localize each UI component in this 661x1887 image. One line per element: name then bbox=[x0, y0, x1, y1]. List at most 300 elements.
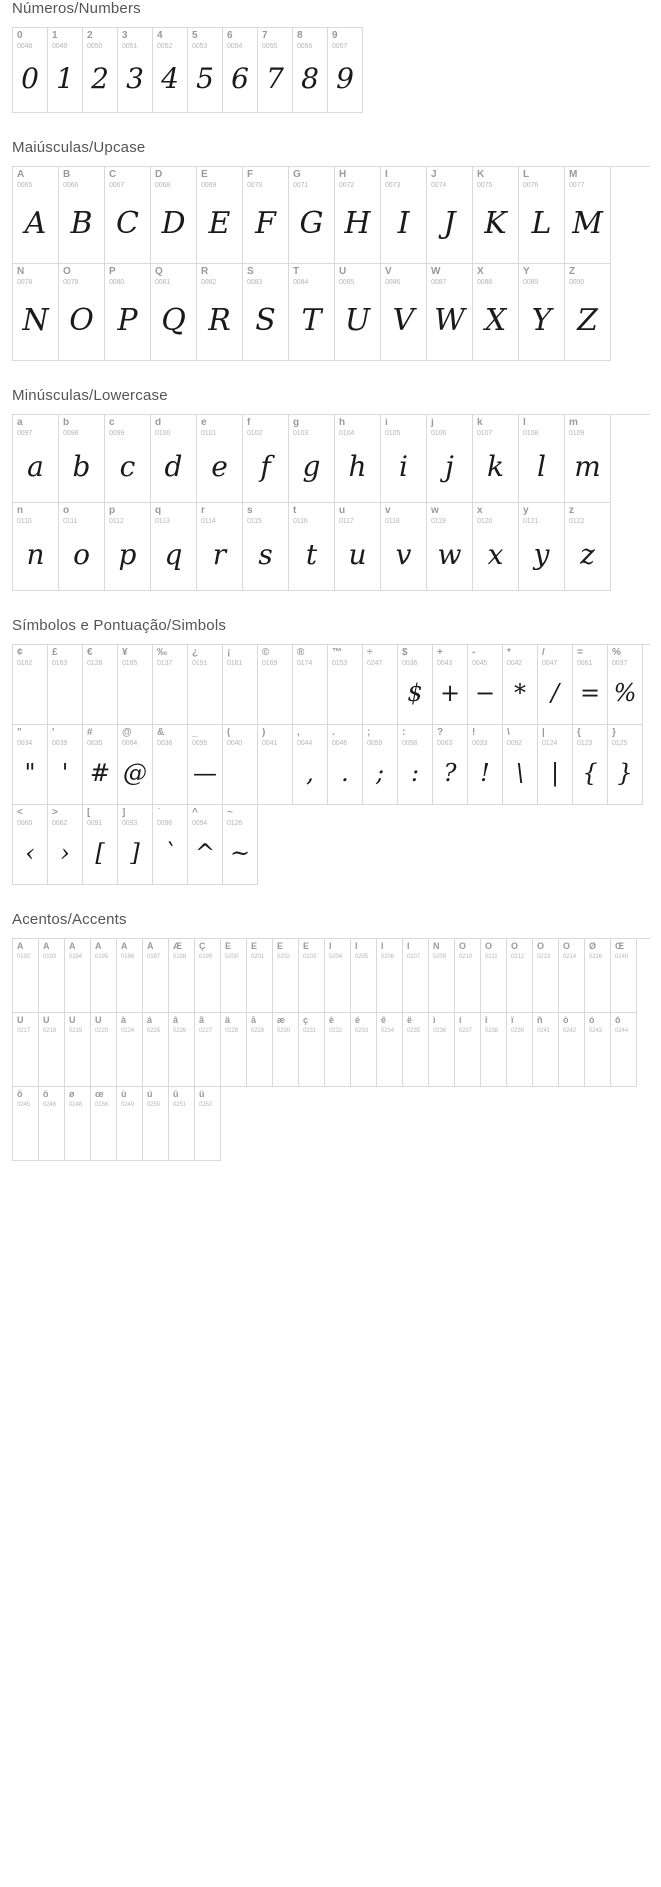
glyph-sample bbox=[195, 960, 220, 1012]
glyph-cell[interactable] bbox=[293, 645, 328, 725]
glyph-cell[interactable] bbox=[59, 264, 105, 361]
glyph-sample: % bbox=[613, 678, 637, 707]
glyph-sample bbox=[585, 1034, 610, 1086]
glyph-cell[interactable] bbox=[538, 645, 573, 725]
glyph-cell[interactable] bbox=[195, 939, 221, 1013]
glyph-cell[interactable] bbox=[565, 503, 611, 591]
section-title: Minúsculas/Lowercase bbox=[12, 387, 168, 404]
glyph-cell[interactable] bbox=[289, 415, 335, 503]
glyph-sample: 7 bbox=[266, 61, 284, 95]
glyph-cell[interactable] bbox=[153, 725, 188, 805]
glyph-code: 0096 bbox=[157, 820, 173, 827]
glyph-cell[interactable] bbox=[151, 167, 197, 264]
glyph-cell[interactable] bbox=[151, 264, 197, 361]
glyph-meta bbox=[455, 1013, 480, 1034]
glyph-code: 0244 bbox=[615, 1028, 628, 1034]
glyph-meta bbox=[565, 167, 610, 189]
glyph-cell[interactable] bbox=[197, 415, 243, 503]
glyph-cell[interactable] bbox=[105, 167, 151, 264]
glyph-cell[interactable] bbox=[169, 939, 195, 1013]
glyph-cell[interactable] bbox=[328, 725, 363, 805]
glyph-meta bbox=[221, 1013, 246, 1034]
glyph-sample: \ bbox=[515, 758, 525, 787]
glyph-meta bbox=[473, 264, 518, 286]
glyph-character-label: \ bbox=[507, 728, 510, 738]
glyph-meta bbox=[608, 725, 642, 747]
glyph-cell[interactable] bbox=[247, 1013, 273, 1087]
glyph-section bbox=[0, 387, 661, 591]
glyph-cell[interactable] bbox=[13, 725, 48, 805]
glyph-cell[interactable] bbox=[398, 645, 433, 725]
glyph-character-label: u bbox=[339, 506, 346, 516]
glyph-character-label: ø bbox=[69, 1090, 75, 1099]
glyph-cell[interactable] bbox=[611, 939, 637, 1013]
glyph-cell[interactable] bbox=[221, 1013, 247, 1087]
glyph-cell[interactable] bbox=[195, 1087, 221, 1161]
glyph-code: 0056 bbox=[297, 43, 313, 50]
glyph-cell[interactable] bbox=[197, 503, 243, 591]
glyph-cell[interactable] bbox=[258, 725, 293, 805]
glyph-code: 0095 bbox=[192, 740, 208, 747]
glyph-cell[interactable] bbox=[105, 503, 151, 591]
glyph-cell[interactable] bbox=[335, 503, 381, 591]
glyph-cell[interactable] bbox=[39, 1013, 65, 1087]
glyph-cell[interactable] bbox=[293, 28, 328, 113]
glyph-cell[interactable] bbox=[223, 725, 258, 805]
glyph-cell[interactable] bbox=[519, 503, 565, 591]
glyph-cell[interactable] bbox=[13, 28, 48, 113]
glyph-character-label: 7 bbox=[262, 31, 268, 41]
glyph-sample: X bbox=[484, 302, 507, 338]
glyph-character-label: G bbox=[293, 170, 301, 180]
glyph-cell[interactable] bbox=[83, 805, 118, 885]
glyph-sample bbox=[403, 960, 428, 1012]
glyph-sample: p bbox=[118, 538, 137, 572]
glyph-character-label: ^ bbox=[192, 808, 198, 818]
glyph-cell[interactable] bbox=[188, 805, 223, 885]
glyph-cell[interactable] bbox=[59, 415, 105, 503]
glyph-meta bbox=[325, 939, 350, 960]
glyph-cell[interactable] bbox=[48, 645, 83, 725]
glyph-sample bbox=[429, 960, 454, 1012]
glyph-character-label: = bbox=[577, 648, 583, 658]
glyph-cell[interactable] bbox=[289, 503, 335, 591]
glyph-meta bbox=[519, 264, 564, 286]
glyph-sample bbox=[39, 1108, 64, 1160]
glyph-code: 0214 bbox=[563, 954, 576, 960]
glyph-meta bbox=[143, 1087, 168, 1108]
glyph-code: 0248 bbox=[69, 1102, 82, 1108]
glyph-cell[interactable] bbox=[468, 645, 503, 725]
glyph-cell[interactable] bbox=[473, 415, 519, 503]
glyph-character-label: { bbox=[577, 728, 581, 738]
glyph-cell[interactable] bbox=[381, 264, 427, 361]
glyph-code: 0094 bbox=[192, 820, 208, 827]
glyph-code: 0084 bbox=[293, 279, 309, 286]
glyph-cell[interactable] bbox=[585, 939, 611, 1013]
glyph-cell[interactable] bbox=[188, 28, 223, 113]
glyph-sample bbox=[83, 667, 117, 724]
glyph-code: 0093 bbox=[122, 820, 138, 827]
glyph-sample bbox=[258, 747, 292, 804]
glyph-meta bbox=[243, 415, 288, 437]
glyph-cell[interactable] bbox=[91, 939, 117, 1013]
glyph-cell[interactable] bbox=[143, 1013, 169, 1087]
glyph-sample: C bbox=[116, 205, 139, 241]
glyph-sample bbox=[481, 960, 506, 1012]
glyph-cell[interactable] bbox=[39, 1087, 65, 1161]
glyph-code: 0125 bbox=[612, 740, 628, 747]
glyph-meta bbox=[258, 645, 292, 667]
glyph-cell[interactable] bbox=[273, 1013, 299, 1087]
glyph-character-label: ® bbox=[297, 648, 305, 658]
glyph-cell[interactable] bbox=[195, 1013, 221, 1087]
glyph-meta bbox=[433, 725, 467, 747]
glyph-cell[interactable] bbox=[243, 415, 289, 503]
glyph-character-label: k bbox=[477, 418, 483, 428]
glyph-meta bbox=[83, 645, 117, 667]
glyph-code: 0162 bbox=[17, 660, 33, 667]
glyph-meta bbox=[429, 939, 454, 960]
glyph-cell[interactable] bbox=[48, 805, 83, 885]
glyph-character-label: € bbox=[87, 648, 93, 658]
glyph-cell[interactable] bbox=[565, 167, 611, 264]
glyph-sample: t bbox=[305, 538, 318, 572]
glyph-cell[interactable] bbox=[13, 264, 59, 361]
glyph-meta bbox=[13, 939, 38, 960]
glyph-code: 0045 bbox=[472, 660, 488, 667]
glyph-meta bbox=[258, 28, 292, 50]
glyph-meta bbox=[223, 725, 257, 747]
glyph-cell[interactable] bbox=[468, 725, 503, 805]
glyph-cell[interactable] bbox=[519, 415, 565, 503]
glyph-sample: M bbox=[572, 205, 603, 241]
glyph-cell[interactable] bbox=[258, 645, 293, 725]
glyph-cell[interactable] bbox=[559, 939, 585, 1013]
glyph-meta bbox=[559, 1013, 584, 1034]
glyph-code: 0080 bbox=[109, 279, 125, 286]
glyph-cell[interactable] bbox=[351, 1013, 377, 1087]
glyph-code: 0105 bbox=[385, 430, 401, 437]
glyph-cell[interactable] bbox=[427, 167, 473, 264]
glyph-cell[interactable] bbox=[273, 939, 299, 1013]
glyph-cell[interactable] bbox=[258, 28, 293, 113]
glyph-cell[interactable] bbox=[48, 28, 83, 113]
glyph-code: 0106 bbox=[431, 430, 447, 437]
glyph-cell[interactable] bbox=[608, 645, 643, 725]
glyph-cell[interactable] bbox=[473, 264, 519, 361]
glyph-cell[interactable] bbox=[188, 725, 223, 805]
glyph-cell[interactable] bbox=[118, 645, 153, 725]
glyph-cell[interactable] bbox=[533, 939, 559, 1013]
glyph-cell[interactable] bbox=[325, 1013, 351, 1087]
glyph-character-label: - bbox=[472, 648, 476, 658]
glyph-cell[interactable] bbox=[299, 939, 325, 1013]
glyph-cell[interactable] bbox=[153, 645, 188, 725]
glyph-code: 0098 bbox=[63, 430, 79, 437]
glyph-cell[interactable] bbox=[473, 167, 519, 264]
glyph-character-label: À bbox=[17, 942, 24, 951]
glyph-cell[interactable] bbox=[197, 167, 243, 264]
glyph-meta bbox=[13, 28, 47, 50]
glyph-cell[interactable] bbox=[427, 415, 473, 503]
glyph-meta bbox=[65, 1087, 90, 1108]
glyph-cell[interactable] bbox=[243, 264, 289, 361]
glyph-cell[interactable] bbox=[427, 264, 473, 361]
glyph-cell[interactable] bbox=[507, 1013, 533, 1087]
glyph-cell[interactable] bbox=[403, 1013, 429, 1087]
glyph-cell[interactable] bbox=[223, 805, 258, 885]
glyph-cell[interactable] bbox=[13, 1013, 39, 1087]
glyph-cell[interactable] bbox=[608, 725, 643, 805]
glyph-code: 0225 bbox=[147, 1028, 160, 1034]
glyph-cell[interactable] bbox=[565, 415, 611, 503]
glyph-code: 0169 bbox=[262, 660, 278, 667]
glyph-code: 0247 bbox=[367, 660, 383, 667]
glyph-cell[interactable] bbox=[611, 1013, 637, 1087]
glyph-cell[interactable] bbox=[48, 725, 83, 805]
glyph-cell[interactable] bbox=[151, 415, 197, 503]
glyph-cell[interactable] bbox=[328, 645, 363, 725]
glyph-cell[interactable] bbox=[325, 939, 351, 1013]
glyph-cell[interactable] bbox=[403, 939, 429, 1013]
glyph-sample: | bbox=[550, 758, 560, 787]
glyph-cell[interactable] bbox=[143, 1087, 169, 1161]
glyph-cell[interactable] bbox=[335, 415, 381, 503]
glyph-sample bbox=[363, 667, 397, 724]
glyph-cell[interactable] bbox=[559, 1013, 585, 1087]
glyph-cell[interactable] bbox=[377, 1013, 403, 1087]
glyph-cell[interactable] bbox=[481, 1013, 507, 1087]
glyph-cell[interactable] bbox=[473, 503, 519, 591]
glyph-sample: 1 bbox=[56, 61, 74, 95]
glyph-meta bbox=[197, 167, 242, 189]
glyph-cell[interactable] bbox=[65, 939, 91, 1013]
glyph-cell[interactable] bbox=[299, 1013, 325, 1087]
glyph-cell[interactable] bbox=[538, 725, 573, 805]
glyph-cell[interactable] bbox=[335, 264, 381, 361]
glyph-sample bbox=[143, 960, 168, 1012]
glyph-code: 0228 bbox=[225, 1028, 238, 1034]
glyph-cell[interactable] bbox=[118, 725, 153, 805]
glyph-cell[interactable] bbox=[328, 28, 363, 113]
glyph-meta bbox=[351, 939, 376, 960]
glyph-meta bbox=[273, 939, 298, 960]
glyph-code: 0201 bbox=[251, 954, 264, 960]
glyph-code: 0128 bbox=[87, 660, 103, 667]
glyph-meta bbox=[381, 503, 426, 525]
glyph-cell[interactable] bbox=[427, 503, 473, 591]
glyph-sample bbox=[273, 960, 298, 1012]
glyph-code: 0086 bbox=[385, 279, 401, 286]
glyph-code: 0055 bbox=[262, 43, 278, 50]
glyph-cell[interactable] bbox=[91, 1087, 117, 1161]
glyph-meta bbox=[325, 1013, 350, 1034]
glyph-character-label: J bbox=[431, 170, 437, 180]
glyph-cell[interactable] bbox=[169, 1013, 195, 1087]
glyph-cell[interactable] bbox=[188, 645, 223, 725]
glyph-cell[interactable] bbox=[65, 1087, 91, 1161]
glyph-sample: 0 bbox=[21, 61, 39, 95]
glyph-sample bbox=[507, 1034, 532, 1086]
glyph-cell[interactable] bbox=[381, 167, 427, 264]
glyph-cell[interactable] bbox=[247, 939, 273, 1013]
glyph-cell[interactable] bbox=[118, 28, 153, 113]
glyph-character-label: é bbox=[355, 1016, 361, 1025]
glyph-sample: x bbox=[487, 538, 504, 572]
glyph-meta bbox=[455, 939, 480, 960]
glyph-cell[interactable] bbox=[565, 264, 611, 361]
glyph-cell[interactable] bbox=[293, 725, 328, 805]
glyph-cell[interactable] bbox=[507, 939, 533, 1013]
glyph-character-label: D bbox=[155, 170, 163, 180]
glyph-meta bbox=[398, 645, 432, 667]
glyph-cell[interactable] bbox=[169, 1087, 195, 1161]
glyph-cell[interactable] bbox=[39, 939, 65, 1013]
glyph-sample: 5 bbox=[196, 61, 214, 95]
glyph-cell[interactable] bbox=[151, 503, 197, 591]
glyph-cell[interactable] bbox=[533, 1013, 559, 1087]
glyph-cell[interactable] bbox=[13, 503, 59, 591]
glyph-meta bbox=[299, 1013, 324, 1034]
glyph-cell[interactable] bbox=[363, 725, 398, 805]
glyph-cell[interactable] bbox=[289, 264, 335, 361]
glyph-meta bbox=[247, 939, 272, 960]
glyph-cell[interactable] bbox=[153, 28, 188, 113]
glyph-cell[interactable] bbox=[13, 805, 48, 885]
glyph-code: 0241 bbox=[537, 1028, 550, 1034]
glyph-sample bbox=[13, 1108, 38, 1160]
glyph-cell[interactable] bbox=[503, 725, 538, 805]
glyph-cell[interactable] bbox=[455, 939, 481, 1013]
glyph-cell[interactable] bbox=[59, 167, 105, 264]
glyph-character-label: j bbox=[431, 418, 434, 428]
glyph-character-label: [ bbox=[87, 808, 91, 818]
glyph-character-label: ô bbox=[615, 1016, 621, 1025]
glyph-cell[interactable] bbox=[429, 939, 455, 1013]
glyph-character-label: Æ bbox=[173, 942, 182, 951]
glyph-character-label: Ä bbox=[121, 942, 128, 951]
glyph-meta bbox=[258, 725, 292, 747]
glyph-cell[interactable] bbox=[381, 415, 427, 503]
glyph-sample bbox=[223, 667, 257, 724]
glyph-cell[interactable] bbox=[433, 725, 468, 805]
glyph-cell[interactable] bbox=[221, 939, 247, 1013]
glyph-code: 0224 bbox=[121, 1028, 134, 1034]
glyph-cell[interactable] bbox=[363, 645, 398, 725]
glyph-code: 0217 bbox=[17, 1028, 30, 1034]
glyph-character-label: B bbox=[63, 170, 71, 180]
glyph-cell[interactable] bbox=[519, 167, 565, 264]
glyph-meta bbox=[403, 1013, 428, 1034]
glyph-code: 0053 bbox=[192, 43, 208, 50]
glyph-cell[interactable] bbox=[455, 1013, 481, 1087]
glyph-code: 0060 bbox=[17, 820, 33, 827]
glyph-cell[interactable] bbox=[117, 939, 143, 1013]
glyph-meta bbox=[473, 503, 518, 525]
glyph-code: 0212 bbox=[511, 954, 524, 960]
glyph-cell[interactable] bbox=[59, 503, 105, 591]
glyph-cell[interactable] bbox=[351, 939, 377, 1013]
glyph-cell[interactable] bbox=[105, 415, 151, 503]
glyph-cell[interactable] bbox=[83, 28, 118, 113]
glyph-cell[interactable] bbox=[13, 415, 59, 503]
glyph-cell[interactable] bbox=[153, 805, 188, 885]
glyph-cell[interactable] bbox=[65, 1013, 91, 1087]
glyph-section bbox=[0, 617, 661, 885]
glyph-cell[interactable] bbox=[13, 167, 59, 264]
glyph-grid bbox=[12, 414, 650, 591]
glyph-sample bbox=[117, 1108, 142, 1160]
glyph-meta bbox=[195, 1013, 220, 1034]
glyph-sample bbox=[169, 960, 194, 1012]
glyph-cell[interactable] bbox=[117, 1013, 143, 1087]
glyph-cell[interactable] bbox=[83, 645, 118, 725]
glyph-cell[interactable] bbox=[377, 939, 403, 1013]
glyph-cell[interactable] bbox=[91, 1013, 117, 1087]
glyph-character-label: ¢ bbox=[17, 648, 23, 658]
glyph-cell[interactable] bbox=[243, 503, 289, 591]
glyph-cell[interactable] bbox=[118, 805, 153, 885]
glyph-code: 0209 bbox=[433, 954, 446, 960]
glyph-cell[interactable] bbox=[335, 167, 381, 264]
glyph-character-label: P bbox=[109, 267, 116, 277]
glyph-cell[interactable] bbox=[197, 264, 243, 361]
glyph-code: 0061 bbox=[577, 660, 593, 667]
glyph-character-label: ä bbox=[225, 1016, 231, 1025]
glyph-cell[interactable] bbox=[433, 645, 468, 725]
glyph-cell[interactable] bbox=[243, 167, 289, 264]
glyph-cell[interactable] bbox=[105, 264, 151, 361]
glyph-cell[interactable] bbox=[573, 645, 608, 725]
glyph-sample bbox=[153, 667, 187, 724]
glyph-section bbox=[0, 911, 661, 1161]
glyph-code: 0153 bbox=[332, 660, 348, 667]
glyph-cell[interactable] bbox=[398, 725, 433, 805]
glyph-cell[interactable] bbox=[573, 725, 608, 805]
glyph-cell[interactable] bbox=[519, 264, 565, 361]
glyph-cell[interactable] bbox=[503, 645, 538, 725]
glyph-meta bbox=[293, 725, 327, 747]
glyph-cell[interactable] bbox=[429, 1013, 455, 1087]
glyph-cell[interactable] bbox=[13, 1087, 39, 1161]
glyph-character-label: Ê bbox=[277, 942, 284, 951]
glyph-cell[interactable] bbox=[143, 939, 169, 1013]
glyph-character-label: p bbox=[109, 506, 116, 516]
glyph-cell[interactable] bbox=[117, 1087, 143, 1161]
glyph-meta bbox=[188, 805, 222, 827]
glyph-character-label: ê bbox=[381, 1016, 387, 1025]
glyph-character-label: q bbox=[155, 506, 162, 516]
glyph-character-label: @ bbox=[122, 728, 132, 738]
glyph-cell[interactable] bbox=[13, 939, 39, 1013]
glyph-code: 0069 bbox=[201, 182, 217, 189]
glyph-code: 0161 bbox=[227, 660, 243, 667]
glyph-sample: @ bbox=[123, 758, 147, 787]
glyph-cell[interactable] bbox=[13, 645, 48, 725]
glyph-sample bbox=[273, 1034, 298, 1086]
glyph-cell[interactable] bbox=[585, 1013, 611, 1087]
glyph-cell[interactable] bbox=[289, 167, 335, 264]
glyph-sample: R bbox=[208, 302, 231, 338]
glyph-cell[interactable] bbox=[481, 939, 507, 1013]
glyph-cell[interactable] bbox=[381, 503, 427, 591]
glyph-meta bbox=[13, 503, 58, 525]
glyph-cell[interactable] bbox=[83, 725, 118, 805]
glyph-cell[interactable] bbox=[223, 645, 258, 725]
glyph-code: 0041 bbox=[262, 740, 278, 747]
glyph-cell[interactable] bbox=[223, 28, 258, 113]
